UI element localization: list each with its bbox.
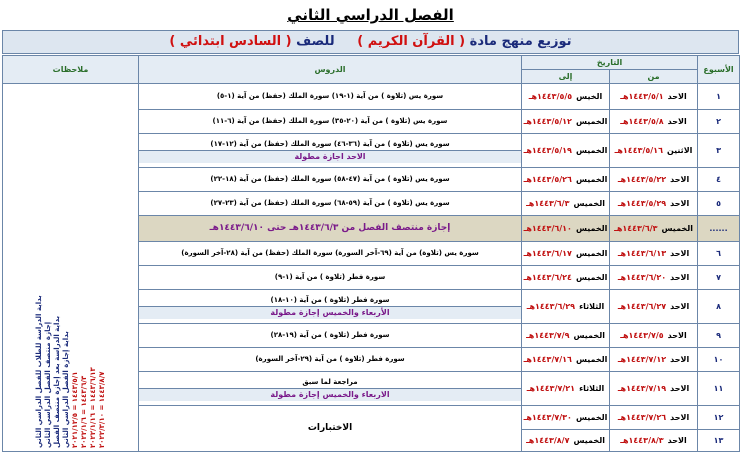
from-day: الاحد	[667, 331, 687, 340]
header-to: إلى	[522, 70, 610, 84]
table-row	[3, 84, 740, 110]
to-day: الخميس	[575, 355, 608, 364]
from-date: ١٤٤٣/٧/٥هـ	[620, 331, 664, 340]
from-date-cell	[610, 242, 698, 266]
table-body	[3, 84, 740, 452]
to-day: الخيس	[576, 92, 603, 101]
from-date: ١٤٤٣/٧/١٩هـ	[617, 384, 667, 393]
from-date-cell	[610, 216, 698, 242]
to-date: ١٤٤٣/٧/١٦هـ	[523, 355, 572, 364]
to-date-cell	[522, 216, 610, 242]
note-date-3: ١٤٤٣/٦/١٣ = ٢٠٢٢/١/١٦	[88, 366, 97, 448]
note-line-2: إجازة منتصف الفصل الدراسي الثاني	[43, 321, 52, 448]
to-date-cell	[522, 372, 610, 406]
lessons-cell	[139, 242, 522, 266]
to-date-cell	[522, 324, 610, 348]
to-date-cell	[522, 430, 610, 452]
to-date: ١٤٤٣/٧/٢١هـ	[526, 384, 576, 393]
page-title: الفصل الدراسي الثاني	[287, 6, 454, 24]
header-from: من	[610, 70, 698, 84]
week-number: ١٢	[698, 406, 740, 430]
to-day: الخميس	[575, 413, 608, 422]
from-date-cell	[610, 372, 698, 406]
week-number: ٢	[698, 110, 740, 134]
to-day: الخميس	[575, 249, 608, 258]
lesson-text: سورة يس (تلاوة ) من آية (٤٧-٥٨) سورة الملك (حفظ) من آية (١٨-٢٢)	[210, 175, 450, 183]
to-date: ١٤٤٣/٨/٧هـ	[526, 436, 570, 445]
from-day: الاحد	[670, 249, 690, 258]
note-date-1: ١٤٤٣/٥/١ = ٢٠٢١/١٢/٥	[70, 370, 79, 448]
lessons-cell	[139, 324, 522, 348]
curriculum-subtitle	[2, 30, 739, 54]
curriculum-table	[2, 55, 740, 452]
to-date-cell	[522, 84, 610, 110]
lessons-cell	[139, 290, 522, 324]
note-date-2: ١٤٤٣/٦/٣ = ٢٠٢٢/١/٦	[79, 375, 88, 448]
holiday-note: الأربعاء والخميس إجازة مطولة	[139, 306, 521, 319]
header-week: الأسبوع	[698, 56, 740, 84]
from-day: الاحد	[670, 273, 690, 282]
week-number: ٩	[698, 324, 740, 348]
lesson-text: سورة يس (تلاوة ) من آية (٥٩-٦٨) سورة الملك (حفظ) من آية (٢٣-٢٧)	[210, 199, 450, 207]
to-date-cell	[522, 110, 610, 134]
from-date: ١٤٤٣/٥/٢٩هـ	[617, 199, 667, 208]
lessons-cell	[139, 348, 522, 372]
holiday-note: الاربعاء والخميس إجازة مطولة	[139, 388, 521, 401]
to-date-cell	[522, 266, 610, 290]
to-day: الخميس	[573, 331, 605, 340]
note-line-4: بداية إجازة الفصل الدراسي الثاني	[61, 330, 70, 448]
holiday-note: الاحد اجازة مطولة	[139, 150, 521, 163]
subject-name: ( القرآن الكريم )	[357, 34, 466, 49]
to-date: ١٤٤٣/٥/١٩هـ	[523, 146, 572, 155]
from-date: ١٤٤٣/٥/٨هـ	[620, 117, 664, 126]
week-number: ٨	[698, 290, 740, 324]
from-day: الاحد	[670, 175, 690, 184]
from-date-cell	[610, 266, 698, 290]
week-number: ١	[698, 84, 740, 110]
week-number: ١١	[698, 372, 740, 406]
week-number: ٣	[698, 134, 740, 168]
from-day: الاحد	[667, 92, 687, 101]
week-number: ٦	[698, 242, 740, 266]
week-number: ٤	[698, 168, 740, 192]
week-number: ١٠	[698, 348, 740, 372]
from-date: ١٤٤٣/٦/٣هـ	[614, 224, 658, 233]
notes-text	[35, 88, 107, 448]
lesson-text: سورة فطر (تلاوة ) من آية (١٩-٢٨)	[270, 331, 390, 339]
from-date: ١٤٤٣/٦/٢٠هـ	[617, 273, 667, 282]
to-date: ١٤٤٣/٥/٢٦هـ	[523, 175, 572, 184]
to-day: الخميس	[575, 146, 608, 155]
from-date: ١٤٤٣/٧/١٢هـ	[617, 355, 667, 364]
to-date: ١٤٤٣/٧/٣٠هـ	[523, 413, 572, 422]
grade-name: ( السادس ابتدائي )	[169, 34, 292, 49]
from-day: الاثنين	[666, 146, 693, 155]
header-lessons: الدروس	[139, 56, 522, 84]
week-number: ٧	[698, 266, 740, 290]
lesson-text: سورة يس (تلاوة ) من آية (٣٦-٤٦) سورة الملك (حفظ) من آية (١٢-١٧)	[210, 139, 450, 148]
to-date-cell	[522, 242, 610, 266]
header-notes: ملاحظات	[3, 56, 139, 84]
lessons-cell	[139, 406, 522, 452]
lessons-cell	[139, 168, 522, 192]
to-date: ١٤٤٣/٥/٥هـ	[528, 92, 573, 101]
lesson-text: سورة يس (تلاوة ) من آية (١-١٩) سورة الملك (حفظ) من آية (١-٥)	[216, 92, 444, 100]
from-date: ١٤٤٣/٧/٢٦هـ	[617, 413, 667, 422]
to-day: الثلاثاء	[579, 302, 605, 311]
week-number: ٥	[698, 192, 740, 216]
to-date: ١٤٤٣/٦/٣هـ	[526, 199, 570, 208]
lessons-cell	[139, 134, 522, 168]
lessons-cell	[139, 372, 522, 406]
from-day: الاحد	[670, 199, 690, 208]
to-date-cell	[522, 134, 610, 168]
lesson-text: إجازة منتصف الفصل من ١٤٤٣/٦/٣هـ حتى ١٤٤٣/٦/١٠هـ	[209, 223, 451, 233]
lessons-cell	[139, 266, 522, 290]
from-date-cell	[610, 192, 698, 216]
note-date-4: ١٤٤٣/٨/٧ = ٢٠٢٢/٣/١٠	[97, 370, 106, 448]
lessons-cell	[139, 84, 522, 110]
from-date: ١٤٤٣/٦/١٣هـ	[617, 249, 667, 258]
to-day: الخميس	[575, 273, 608, 282]
from-date-cell	[610, 110, 698, 134]
to-date: ١٤٤٣/٦/٢٩هـ	[526, 302, 576, 311]
from-date-cell	[610, 290, 698, 324]
from-date-cell	[610, 348, 698, 372]
lesson-text: سورة فطر (تلاوة ) من آية (١-٩)	[274, 273, 386, 281]
to-day: الخميس	[573, 436, 605, 445]
note-line-1: بداية الدراسة للطلاب للفصل الدراسي الثاني	[34, 294, 43, 448]
to-day: الخميس	[575, 224, 608, 233]
from-day: الاحد	[670, 413, 690, 422]
from-day: الاحد	[670, 302, 690, 311]
lesson-text: مراجعة لما سبق	[302, 377, 358, 386]
lesson-text: سورة يس (تلاوة) من آية (٦٩-آخر السورة) سورة الملك (حفظ) من آية (٢٨-آخر السورة)	[181, 249, 479, 257]
week-number: ١٣	[698, 430, 740, 452]
lesson-text: سورة فطر (تلاوة ) من آية (١٠-١٨)	[270, 295, 390, 304]
from-date-cell	[610, 406, 698, 430]
from-date: ١٤٤٣/٥/١هـ	[620, 92, 664, 101]
from-day: الاحد	[667, 117, 687, 126]
lessons-cell	[139, 216, 522, 242]
to-date-cell	[522, 192, 610, 216]
to-date: ١٤٤٣/٦/١٧هـ	[523, 249, 572, 258]
lesson-text: سورة يس (تلاوة ) من آية (٢٠-٣٥) سورة الملك (حفظ) من آية (٦-١١)	[212, 117, 448, 125]
to-day: الخميس	[573, 199, 605, 208]
from-date-cell	[610, 324, 698, 348]
lesson-text: الاختبارات	[307, 423, 353, 433]
from-date: ١٤٤٣/٥/٢٢هـ	[617, 175, 667, 184]
from-date: ١٤٤٣/٨/٣هـ	[620, 436, 664, 445]
to-date-cell	[522, 406, 610, 430]
from-date-cell	[610, 430, 698, 452]
from-date-cell	[610, 168, 698, 192]
from-date: ١٤٤٣/٦/٢٧هـ	[617, 302, 667, 311]
to-date: ١٤٤٣/٦/١٠هـ	[523, 224, 572, 233]
lessons-cell	[139, 110, 522, 134]
subtitle-part2: للصف	[296, 34, 335, 49]
lesson-text: سورة فطر (تلاوة ) من آية (٢٩-آخر السورة)	[255, 355, 405, 363]
to-day: الثلاثاء	[579, 384, 605, 393]
from-day: الاحد	[670, 355, 690, 364]
week-number: ......	[698, 216, 740, 242]
from-day: الخميس	[661, 224, 693, 233]
to-date-cell	[522, 348, 610, 372]
subtitle-part1: توزيع منهج مادة	[469, 34, 572, 49]
to-date: ١٤٤٣/٧/٩هـ	[526, 331, 570, 340]
notes-cell	[3, 84, 139, 452]
to-date: ١٤٤٣/٦/٢٤هـ	[523, 273, 572, 282]
lessons-cell	[139, 192, 522, 216]
to-date-cell	[522, 168, 610, 192]
header-date: التاريخ	[522, 56, 698, 70]
from-date: ١٤٤٣/٥/١٦هـ	[614, 146, 663, 155]
to-day: الخميس	[575, 117, 608, 126]
note-line-3: بداية الدراسة بعد إجازة منتصف الفصل	[52, 315, 61, 448]
to-date: ١٤٤٣/٥/١٢هـ	[523, 117, 572, 126]
to-date-cell	[522, 290, 610, 324]
from-date-cell	[610, 134, 698, 168]
from-date-cell	[610, 84, 698, 110]
to-day: الخميس	[575, 175, 608, 184]
from-day: الاحد	[667, 436, 687, 445]
from-day: الاحد	[670, 384, 690, 393]
